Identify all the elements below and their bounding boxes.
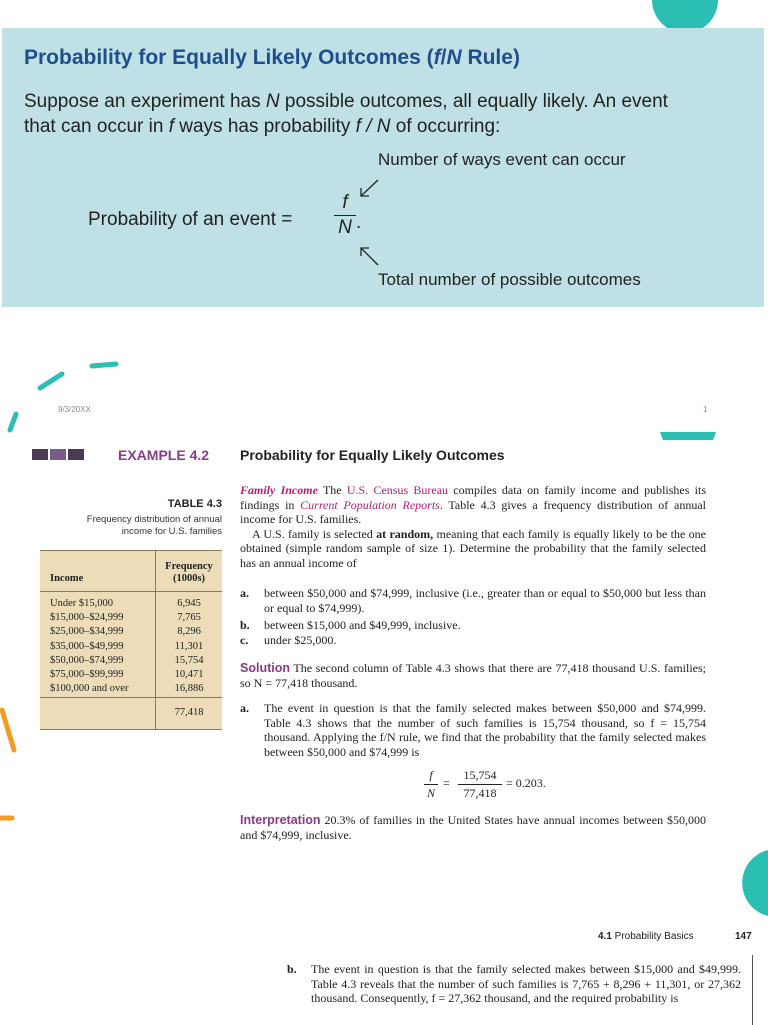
example-title: Probability for Equally Likely Outcomes (240, 447, 505, 463)
marker-square-2 (50, 449, 66, 460)
teal-circle-bottom-shape (742, 850, 768, 916)
table-cell-frequency: 16,886 (174, 683, 204, 695)
example-intro: Family Income The U.S. Census Bureau compiles data on family income and publishes its findings in Current Population Reports. Table 4.3 gives a frequency distribution of annual income for U.S. families. A U.S. family is selected at random, meaning that each family is equally likely to be the one obtained (simple random sample of size 1). Determine the probability that the family selected has an annual income of (240, 483, 706, 570)
table-row (40, 598, 222, 610)
interpretation-paragraph: Interpretation 20.3% of families in the United States have annual incomes between $50,000 and $74,999, inclusive. (240, 813, 706, 842)
numerator-label: Number of ways event can occur (378, 150, 626, 169)
teal-circle-bottom-decoration (694, 848, 768, 918)
table-total-rule (40, 697, 222, 698)
page-number: 147 (735, 931, 752, 942)
table-cell-frequency: 7,765 (177, 612, 201, 624)
table-cell-frequency: 6,945 (177, 598, 201, 609)
rule-box-description: Suppose an experiment has N possible outcomes, all equally likely. An event that can occur in f ways has probability f / N of occurring: (24, 91, 668, 137)
slide-number: 1 (703, 405, 708, 414)
part-a: a. between $50,000 and $74,999, inclusive (i.e., greater than or equal to $50,000 but less than or equal to $74,999). (240, 586, 706, 615)
page-edge-rule (752, 955, 753, 1025)
table-cell-frequency: 8,296 (177, 626, 201, 638)
marker-square-3 (68, 449, 84, 460)
table-header-rule (40, 591, 222, 592)
table-cell-income: $25,000–$34,999 (50, 626, 124, 638)
part-c: c. under $25,000. (240, 633, 337, 647)
teal-bar-shape (660, 432, 716, 440)
table-cell-income: $15,000–$24,999 (50, 612, 124, 624)
teal-dash-3 (10, 414, 16, 430)
teal-dash-1 (92, 364, 116, 366)
table-row (40, 626, 222, 638)
example-marker (32, 447, 86, 465)
rule-box-title: Probability for Equally Likely Outcomes (f/N Rule) (24, 46, 520, 69)
table-cell-income: $35,000–$49,999 (50, 640, 124, 652)
table-caption: Frequency distribution of annual income for U.S. families (86, 514, 222, 537)
table-total-value: 77,418 (174, 707, 204, 718)
table-row (40, 683, 222, 695)
table-cell-income: $50,000–$74,999 (50, 654, 124, 666)
teal-dashed-arc-decoration (0, 350, 130, 440)
next-part-b: b. The event in question is that the family selected makes between $15,000 and $49,999. Table 4.3 reveals that the number of such families is 7,765 + 8,296 + 11,301, or 27,362 thousand. Consequently, f = 27,362 thousand, and the required probability is (287, 962, 741, 1005)
slide-date: 9/3/20XX (58, 405, 91, 414)
formula-numerator: f (342, 192, 348, 213)
equation-rhs: 15,754 77,418 (458, 768, 502, 801)
table-cell-frequency: 10,471 (174, 669, 204, 680)
column-header-frequency: Frequency (1000s) (165, 561, 213, 584)
table-cell-income: $100,000 and over (50, 683, 129, 695)
marker-square-1 (32, 449, 48, 460)
teal-bar-decoration (660, 432, 716, 442)
denominator-label: Total number of possible outcomes (378, 270, 641, 289)
table-cell-frequency: 15,754 (174, 654, 204, 666)
table-cell-income: Under $15,000 (50, 598, 113, 609)
table-row (40, 641, 222, 653)
teal-dash-2 (40, 374, 62, 388)
table-row (40, 655, 222, 667)
teal-circle-top-decoration (650, 0, 720, 28)
teal-circle-top-shape (652, 0, 718, 28)
formula-fraction (334, 193, 356, 238)
orange-arc-upper (2, 710, 14, 750)
part-b: b. between $15,000 and $49,999, inclusive. (240, 618, 461, 632)
equation-lhs: f N (424, 768, 438, 801)
orange-arc-decoration (0, 700, 30, 830)
example-label: EXAMPLE 4.2 (118, 447, 210, 463)
denominator-arrow-icon (356, 244, 382, 268)
column-header-income: Income (50, 573, 84, 584)
table-heading: TABLE 4.3 (167, 498, 222, 510)
table-cell-income: $75,000–$99,999 (50, 669, 124, 680)
table-total-row (40, 707, 222, 719)
formula-label: Probability of an event = (88, 209, 293, 230)
formula-period: . (356, 212, 362, 233)
numerator-arrow-icon (356, 178, 382, 200)
frequency-table (40, 550, 222, 730)
equation-equals: = (443, 776, 450, 790)
equation-result: = 0.203. (506, 776, 546, 790)
section-footer: 4.1 Probability Basics (598, 931, 694, 942)
table-row (40, 612, 222, 624)
formula-denominator: N (338, 217, 352, 238)
table-cell-frequency: 11,301 (174, 640, 204, 652)
table-row (40, 669, 222, 681)
solution-part-a: a. The event in question is that the family selected makes between $50,000 and $74,999. Table 4.3 shows that the number of such families is 15,754 thousand, so f = 15,754 thousand. Applying the f/N rule, we find that the probability that the family selected makes between $50,000 and $74,999 is (240, 701, 706, 759)
solution-paragraph: Solution The second column of Table 4.3 shows that there are 77,418 thousand U.S. families; so N = 77,418 thousand. (240, 661, 706, 690)
fraction-bar (334, 215, 356, 216)
